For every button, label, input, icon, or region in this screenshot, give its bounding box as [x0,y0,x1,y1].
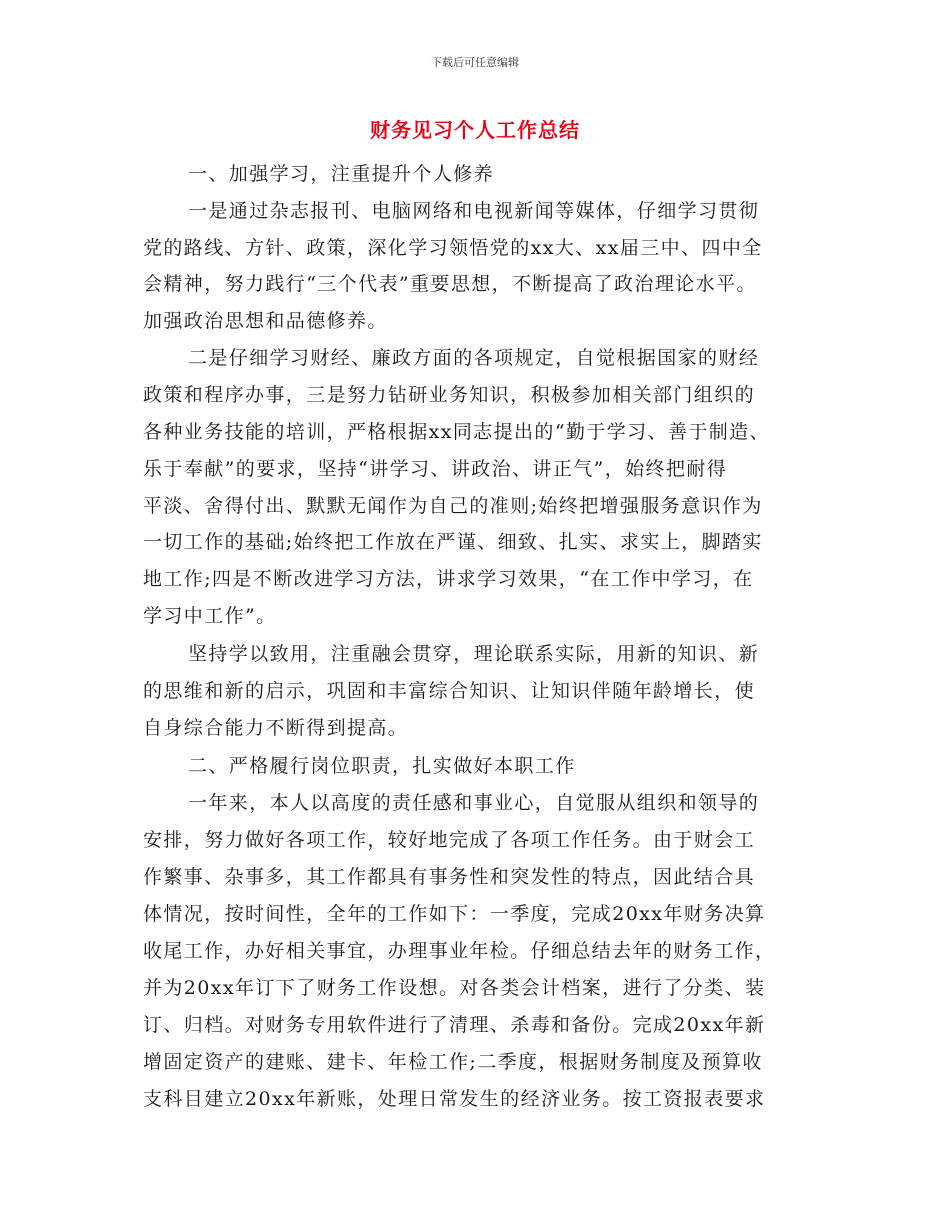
section-heading-2: 二、严格履行岗位职责，扎实做好本职工作 [188,755,576,777]
paragraph-line: 增固定资产的建账、建卡、年检工作;二季度，根据财务制度及预算收 [143,1051,763,1073]
paragraph-line: 二是仔细学习财经、廉政方面的各项规定，自觉根据国家的财经 [188,347,760,369]
paragraph-line: 收尾工作，办好相关事宜，办理事业年检。仔细总结去年的财务工作， [143,940,776,962]
paragraph-line: 地工作;四是不断改进学习方法，讲求学习效果，“在工作中学习，在 [143,568,754,590]
paragraph-line: 会精神，努力践行“三个代表”重要思想，不断提高了政治理论水平。 [143,273,757,295]
document-title: 财务见习个人工作总结 [370,118,580,142]
paragraph-line: 乐于奉献”的要求，坚持“讲学习、讲政治、讲正气”，始终把耐得 [143,458,728,480]
paragraph-line: 一年来，本人以高度的责任感和事业心，自觉服从组织和领导的 [188,792,760,814]
paragraph-line: 各种业务技能的培训，严格根据xx同志提出的“勤于学习、善于制造、 [143,421,770,443]
paragraph-line: 坚持学以致用，注重融会贯穿，理论联系实际，用新的知识、新 [188,643,760,665]
header-note: 下载后可任意编辑 [431,56,519,69]
paragraph-line: 并为20xx年订下了财务工作设想。对各类会计档案，进行了分类、装 [143,977,766,999]
paragraph-line: 党的路线、方针、政策，深化学习领悟党的xx大、xx届三中、四中全 [143,237,763,259]
paragraph-line: 体情况，按时间性，全年的工作如下：一季度，完成20xx年财务决算 [143,903,766,925]
paragraph-line: 一切工作的基础;始终把工作放在严谨、细致、扎实、求实上，脚踏实 [143,531,763,553]
section-heading-1: 一、加强学习，注重提升个人修养 [188,163,495,185]
paragraph-line: 的思维和新的启示，巩固和丰富综合知识、让知识伴随年龄增长，使 [143,680,756,702]
paragraph-line: 平淡、舍得付出、默默无闻作为自己的准则;始终把增强服务意识作为 [143,495,763,517]
paragraph-line: 自身综合能力不断得到提高。 [143,717,409,739]
paragraph-line: 一是通过杂志报刊、电脑网络和电视新闻等媒体，仔细学习贯彻 [188,200,760,222]
paragraph-line: 作繁事、杂事多，其工作都具有事务性和突发性的特点，因此结合具 [143,866,756,888]
paragraph-line: 支科目建立20xx年新账，处理日常发生的经济业务。按工资报表要求 [143,1088,766,1110]
paragraph-line: 学习中工作”。 [143,605,277,627]
paragraph-line: 安排，努力做好各项工作，较好地完成了各项工作任务。由于财会工 [143,829,756,851]
paragraph-line: 加强政治思想和品德修养。 [143,310,388,332]
paragraph-line: 订、归档。对财务专用软件进行了清理、杀毒和备份。完成20xx年新 [143,1014,766,1036]
paragraph-line: 政策和程序办事，三是努力钻研业务知识，积极参加相关部门组织的 [143,384,756,406]
